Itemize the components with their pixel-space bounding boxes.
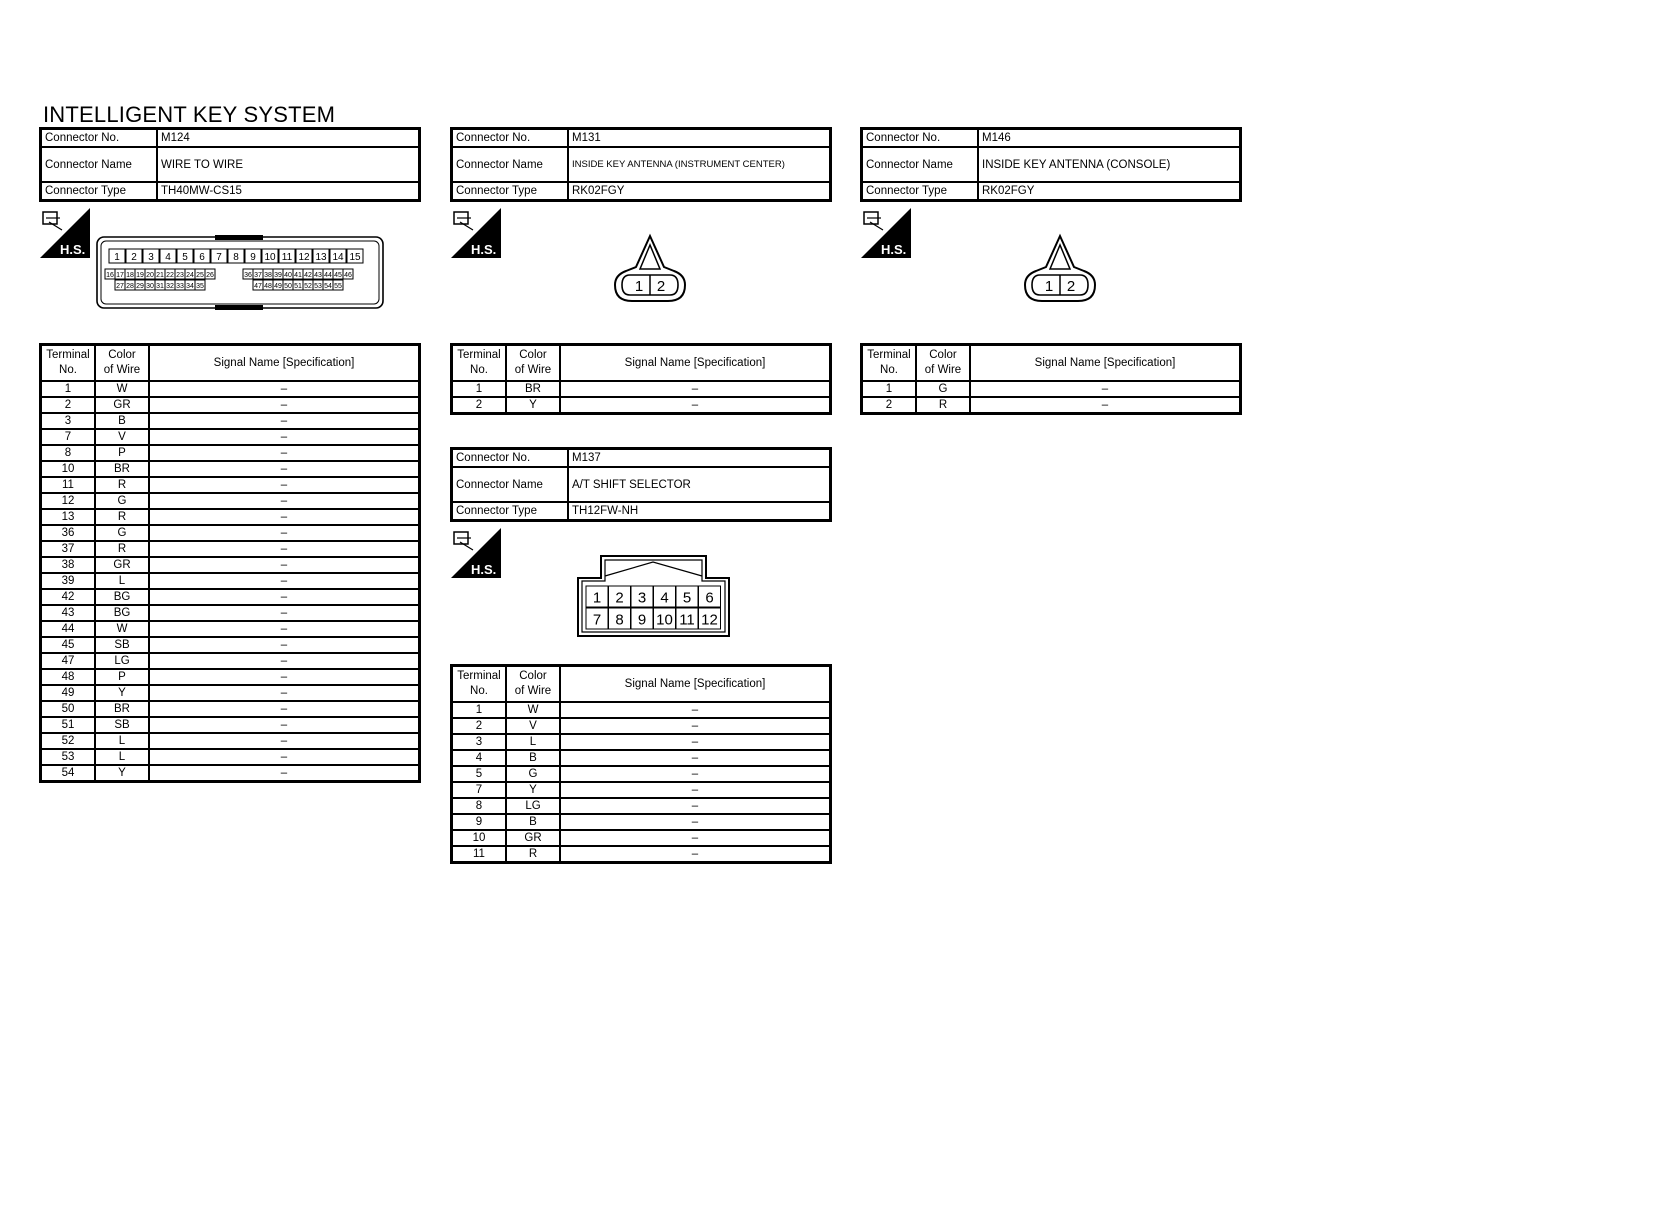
wire-color-cell: BR: [506, 381, 560, 397]
terminal-label: 43: [314, 271, 322, 279]
connector-type-label: Connector Type: [452, 502, 569, 521]
terminal-no-cell: 8: [41, 445, 96, 461]
terminal-label: 11: [281, 251, 293, 263]
terminal-label: 3: [148, 251, 154, 263]
terminal-no-header: Terminal No.: [452, 666, 507, 703]
wire-color-cell: Y: [506, 782, 560, 798]
terminal-no-cell: 37: [41, 541, 96, 557]
terminal-label: 11: [679, 611, 695, 629]
wire-color-cell: P: [95, 445, 149, 461]
table-row: [41, 541, 420, 557]
connector-type-value: TH12FW-NH: [568, 502, 831, 521]
signal-name-cell: –: [560, 397, 831, 414]
terminal-no-cell: 51: [41, 717, 96, 733]
signal-name-cell: –: [560, 830, 831, 846]
wire-color-cell: P: [95, 669, 149, 685]
signal-name-cell: –: [560, 381, 831, 397]
terminal-label: 33: [176, 282, 184, 290]
terminal-label: 53: [314, 282, 322, 290]
terminal-label: 30: [146, 282, 154, 290]
terminal-no-cell: 54: [41, 765, 96, 782]
signal-name-cell: –: [149, 429, 420, 445]
wire-color-cell: GR: [95, 397, 149, 413]
wire-color-cell: W: [95, 381, 149, 397]
table-row: [41, 525, 420, 541]
signal-name-cell: –: [149, 733, 420, 749]
table-row: [41, 461, 420, 477]
table-row: [452, 766, 831, 782]
wire-color-cell: L: [95, 573, 149, 589]
connector-face-m146: [1022, 233, 1098, 305]
wire-color-cell: L: [95, 733, 149, 749]
table-row: [452, 782, 831, 798]
signal-name-cell: –: [149, 653, 420, 669]
signal-name-cell: –: [149, 749, 420, 765]
signal-name-cell: –: [149, 477, 420, 493]
wire-color-cell: R: [95, 541, 149, 557]
wire-color-cell: R: [95, 509, 149, 525]
connector-name-label: Connector Name: [452, 147, 569, 182]
terminal-label: 19: [136, 271, 144, 279]
terminal-label: 9: [250, 251, 256, 263]
connector-face-m131: [612, 233, 688, 305]
terminal-label: 2: [656, 278, 666, 295]
wire-color-cell: G: [506, 766, 560, 782]
svg-text:H.S.: H.S.: [471, 562, 497, 577]
terminal-no-cell: 9: [452, 814, 507, 830]
table-row: [862, 397, 1241, 414]
signal-name-cell: –: [560, 798, 831, 814]
terminal-label: 12: [298, 251, 310, 263]
color-of-wire-header: Color of Wire: [916, 345, 970, 382]
terminal-label: 2: [615, 589, 624, 607]
connector-name-value: A/T SHIFT SELECTOR: [568, 467, 831, 502]
connector-name-value: INSIDE KEY ANTENNA (CONSOLE): [978, 147, 1241, 182]
table-row: [41, 381, 420, 397]
wire-color-cell: B: [506, 750, 560, 766]
terminal-label: 29: [136, 282, 144, 290]
connector-type-value: RK02FGY: [978, 182, 1241, 201]
signal-name-cell: –: [149, 525, 420, 541]
signal-name-header: Signal Name [Specification]: [149, 345, 420, 382]
terminal-label: 7: [592, 611, 602, 629]
connector-no-label: Connector No.: [862, 129, 979, 148]
wire-color-cell: R: [916, 397, 970, 414]
wire-color-cell: G: [95, 493, 149, 509]
terminal-no-cell: 12: [41, 493, 96, 509]
terminal-label: 31: [156, 282, 164, 290]
hs-badge-icon: [451, 528, 501, 578]
terminal-no-cell: 5: [452, 766, 507, 782]
terminal-label: 55: [334, 282, 342, 290]
wire-color-cell: R: [95, 477, 149, 493]
table-row: [452, 830, 831, 846]
table-row: [41, 621, 420, 637]
signal-name-cell: –: [149, 765, 420, 782]
table-row: [41, 589, 420, 605]
terminal-label: 23: [176, 271, 184, 279]
terminal-label: 49: [274, 282, 282, 290]
connector-name-label: Connector Name: [452, 467, 569, 502]
terminal-label: 24: [186, 271, 194, 279]
wire-color-cell: B: [506, 814, 560, 830]
connector-type-value: RK02FGY: [568, 182, 831, 201]
wire-color-cell: SB: [95, 637, 149, 653]
signal-name-cell: –: [560, 846, 831, 863]
terminal-label: 25: [196, 271, 204, 279]
wire-color-cell: BG: [95, 589, 149, 605]
table-row: [41, 653, 420, 669]
table-row: [452, 814, 831, 830]
connector-type-label: Connector Type: [862, 182, 979, 201]
terminal-no-cell: 38: [41, 557, 96, 573]
signal-name-cell: –: [149, 621, 420, 637]
table-row: [41, 477, 420, 493]
signal-name-cell: –: [149, 413, 420, 429]
signal-name-header: Signal Name [Specification]: [560, 345, 831, 382]
connector-face-m124: [95, 235, 385, 310]
terminal-no-cell: 2: [452, 397, 507, 414]
terminal-label: 40: [284, 271, 292, 279]
table-row: [452, 718, 831, 734]
table-row: [41, 765, 420, 782]
terminal-no-cell: 11: [452, 846, 507, 863]
table-row: [41, 509, 420, 525]
table-row: [41, 605, 420, 621]
connector-m124-header: [39, 127, 421, 202]
terminal-no-cell: 7: [41, 429, 96, 445]
connector-m131-pin-table: [450, 343, 832, 415]
terminal-no-header: Terminal No.: [862, 345, 917, 382]
terminal-label: 1: [1044, 278, 1054, 295]
terminal-label: 34: [186, 282, 194, 290]
color-of-wire-header: Color of Wire: [506, 666, 560, 703]
connector-no-label: Connector No.: [452, 449, 569, 468]
table-row: [41, 397, 420, 413]
connector-name-value: INSIDE KEY ANTENNA (INSTRUMENT CENTER): [568, 147, 831, 182]
terminal-label: 38: [264, 271, 272, 279]
table-row: [41, 413, 420, 429]
connector-no-value: M146: [978, 129, 1241, 148]
terminal-no-cell: 2: [862, 397, 917, 414]
terminal-label: 3: [637, 589, 647, 607]
color-of-wire-header: Color of Wire: [506, 345, 560, 382]
connector-no-value: M131: [568, 129, 831, 148]
wire-color-cell: Y: [95, 685, 149, 701]
terminal-no-cell: 10: [452, 830, 507, 846]
connector-m137-header: [450, 447, 832, 522]
connector-m131-header: [450, 127, 832, 202]
terminal-label: 6: [705, 589, 714, 607]
signal-name-cell: –: [149, 461, 420, 477]
terminal-label: 13: [315, 251, 327, 263]
wire-color-cell: W: [506, 702, 560, 718]
page-title: INTELLIGENT KEY SYSTEM: [43, 102, 336, 127]
connector-face-m137: [576, 554, 731, 638]
terminal-no-cell: 50: [41, 701, 96, 717]
wire-color-cell: Y: [506, 397, 560, 414]
terminal-no-cell: 2: [452, 718, 507, 734]
color-of-wire-header: Color of Wire: [95, 345, 149, 382]
terminal-label: 32: [166, 282, 174, 290]
table-row: [452, 798, 831, 814]
signal-name-cell: –: [149, 509, 420, 525]
wire-color-cell: G: [916, 381, 970, 397]
terminal-no-cell: 1: [452, 381, 507, 397]
terminal-label: 36: [244, 271, 252, 279]
connector-m146-header: [860, 127, 1242, 202]
terminal-label: 2: [131, 251, 137, 263]
signal-name-cell: –: [560, 734, 831, 750]
wire-color-cell: R: [506, 846, 560, 863]
terminal-no-cell: 11: [41, 477, 96, 493]
signal-name-cell: –: [560, 702, 831, 718]
terminal-no-cell: 10: [41, 461, 96, 477]
signal-name-cell: –: [149, 381, 420, 397]
hs-badge-label: H.S.: [60, 242, 86, 257]
terminal-no-cell: 1: [452, 702, 507, 718]
terminal-label: 2: [1066, 278, 1076, 295]
terminal-label: 10: [264, 251, 276, 263]
signal-name-cell: –: [149, 445, 420, 461]
terminal-label: 7: [216, 251, 222, 263]
connector-no-value: M137: [568, 449, 831, 468]
terminal-no-cell: 44: [41, 621, 96, 637]
signal-name-cell: –: [149, 397, 420, 413]
wire-color-cell: W: [95, 621, 149, 637]
terminal-label: 6: [199, 251, 205, 263]
terminal-label: 44: [324, 271, 332, 279]
connector-no-value: M124: [157, 129, 420, 148]
terminal-no-cell: 52: [41, 733, 96, 749]
terminal-label: 16: [106, 271, 114, 279]
terminal-no-cell: 43: [41, 605, 96, 621]
table-row: [41, 685, 420, 701]
terminal-no-cell: 48: [41, 669, 96, 685]
signal-name-header: Signal Name [Specification]: [560, 666, 831, 703]
terminal-label: 17: [116, 271, 124, 279]
table-row: [452, 750, 831, 766]
connector-type-label: Connector Type: [41, 182, 158, 201]
wire-color-cell: SB: [95, 717, 149, 733]
table-row: [41, 637, 420, 653]
table-row: [452, 381, 831, 397]
terminal-label: 48: [264, 282, 272, 290]
signal-name-cell: –: [970, 397, 1241, 414]
connector-m146-pin-table: [860, 343, 1242, 415]
terminal-no-cell: 13: [41, 509, 96, 525]
wire-color-cell: GR: [506, 830, 560, 846]
terminal-label: 37: [254, 271, 262, 279]
table-row: [41, 733, 420, 749]
signal-name-cell: –: [149, 669, 420, 685]
terminal-no-cell: 47: [41, 653, 96, 669]
hs-badge-icon: [40, 208, 90, 258]
terminal-no-cell: 45: [41, 637, 96, 653]
terminal-no-cell: 4: [452, 750, 507, 766]
terminal-label: 20: [146, 271, 154, 279]
table-row: [41, 717, 420, 733]
terminal-label: 18: [126, 271, 134, 279]
terminal-label: 9: [637, 611, 647, 629]
terminal-label: 21: [156, 271, 164, 279]
signal-name-cell: –: [149, 717, 420, 733]
terminal-no-cell: 42: [41, 589, 96, 605]
hs-badge-icon: [451, 208, 501, 258]
table-row: [41, 749, 420, 765]
wire-color-cell: L: [506, 734, 560, 750]
wire-color-cell: BR: [95, 461, 149, 477]
terminal-label: 27: [116, 282, 124, 290]
connector-type-value: TH40MW-CS15: [157, 182, 420, 201]
terminal-no-cell: 3: [41, 413, 96, 429]
connector-name-label: Connector Name: [41, 147, 158, 182]
table-row: [862, 381, 1241, 397]
signal-name-cell: –: [149, 605, 420, 621]
signal-name-cell: –: [149, 557, 420, 573]
terminal-label: 22: [166, 271, 174, 279]
connector-no-label: Connector No.: [452, 129, 569, 148]
terminal-label: 1: [592, 589, 602, 607]
table-row: [41, 429, 420, 445]
terminal-label: 51: [294, 282, 302, 290]
terminal-label: 45: [334, 271, 342, 279]
signal-name-cell: –: [560, 782, 831, 798]
connector-no-label: Connector No.: [41, 129, 158, 148]
terminal-label: 5: [682, 589, 692, 607]
wire-color-cell: BG: [95, 605, 149, 621]
signal-name-cell: –: [560, 750, 831, 766]
signal-name-cell: –: [149, 573, 420, 589]
terminal-label: 1: [114, 251, 120, 263]
terminal-label: 28: [126, 282, 134, 290]
signal-name-cell: –: [560, 718, 831, 734]
connector-m137-pin-table: [450, 664, 832, 864]
terminal-no-cell: 2: [41, 397, 96, 413]
signal-name-cell: –: [149, 685, 420, 701]
terminal-no-header: Terminal No.: [452, 345, 507, 382]
wire-color-cell: BR: [95, 701, 149, 717]
terminal-label: 14: [332, 251, 344, 263]
svg-text:H.S.: H.S.: [471, 242, 497, 257]
wire-color-cell: LG: [506, 798, 560, 814]
terminal-label: 4: [660, 589, 669, 607]
signal-name-cell: –: [970, 381, 1241, 397]
terminal-label: 42: [304, 271, 312, 279]
terminal-no-cell: 8: [452, 798, 507, 814]
terminal-label: 12: [701, 611, 718, 629]
signal-name-cell: –: [149, 589, 420, 605]
table-row: [41, 669, 420, 685]
terminal-label: 26: [206, 271, 214, 279]
terminal-label: 46: [344, 271, 352, 279]
terminal-label: 10: [656, 611, 673, 629]
connector-type-label: Connector Type: [452, 182, 569, 201]
wire-color-cell: V: [506, 718, 560, 734]
terminal-no-cell: 53: [41, 749, 96, 765]
terminal-label: 41: [294, 271, 302, 279]
signal-name-cell: –: [560, 814, 831, 830]
wire-color-cell: B: [95, 413, 149, 429]
terminal-no-cell: 1: [41, 381, 96, 397]
terminal-no-header: Terminal No.: [41, 345, 96, 382]
terminal-no-cell: 49: [41, 685, 96, 701]
terminal-no-cell: 39: [41, 573, 96, 589]
hs-badge-icon: [861, 208, 911, 258]
terminal-label: 8: [615, 611, 624, 629]
wire-color-cell: G: [95, 525, 149, 541]
signal-name-cell: –: [149, 701, 420, 717]
terminal-no-cell: 7: [452, 782, 507, 798]
svg-text:H.S.: H.S.: [881, 242, 907, 257]
wire-color-cell: LG: [95, 653, 149, 669]
terminal-no-cell: 3: [452, 734, 507, 750]
table-row: [452, 734, 831, 750]
table-row: [41, 493, 420, 509]
terminal-no-cell: 1: [862, 381, 917, 397]
signal-name-cell: –: [149, 493, 420, 509]
wire-color-cell: L: [95, 749, 149, 765]
connector-name-value: WIRE TO WIRE: [157, 147, 420, 182]
terminal-label: 35: [196, 282, 204, 290]
terminal-label: 4: [165, 251, 171, 263]
wire-color-cell: Y: [95, 765, 149, 782]
terminal-label: 54: [324, 282, 332, 290]
wire-color-cell: GR: [95, 557, 149, 573]
terminal-label: 52: [304, 282, 312, 290]
terminal-label: 15: [349, 251, 361, 263]
terminal-label: 8: [233, 251, 239, 263]
table-row: [41, 445, 420, 461]
terminal-label: 39: [274, 271, 282, 279]
terminal-label: 1: [634, 278, 644, 295]
signal-name-cell: –: [560, 766, 831, 782]
signal-name-header: Signal Name [Specification]: [970, 345, 1241, 382]
table-row: [452, 397, 831, 414]
table-row: [452, 846, 831, 863]
connector-m124-pin-table: [39, 343, 421, 783]
table-row: [452, 702, 831, 718]
table-row: [41, 557, 420, 573]
wire-color-cell: V: [95, 429, 149, 445]
table-row: [41, 701, 420, 717]
terminal-label: 47: [254, 282, 262, 290]
terminal-no-cell: 36: [41, 525, 96, 541]
signal-name-cell: –: [149, 541, 420, 557]
terminal-label: 5: [182, 251, 188, 263]
signal-name-cell: –: [149, 637, 420, 653]
connector-name-label: Connector Name: [862, 147, 979, 182]
terminal-label: 50: [284, 282, 292, 290]
table-row: [41, 573, 420, 589]
